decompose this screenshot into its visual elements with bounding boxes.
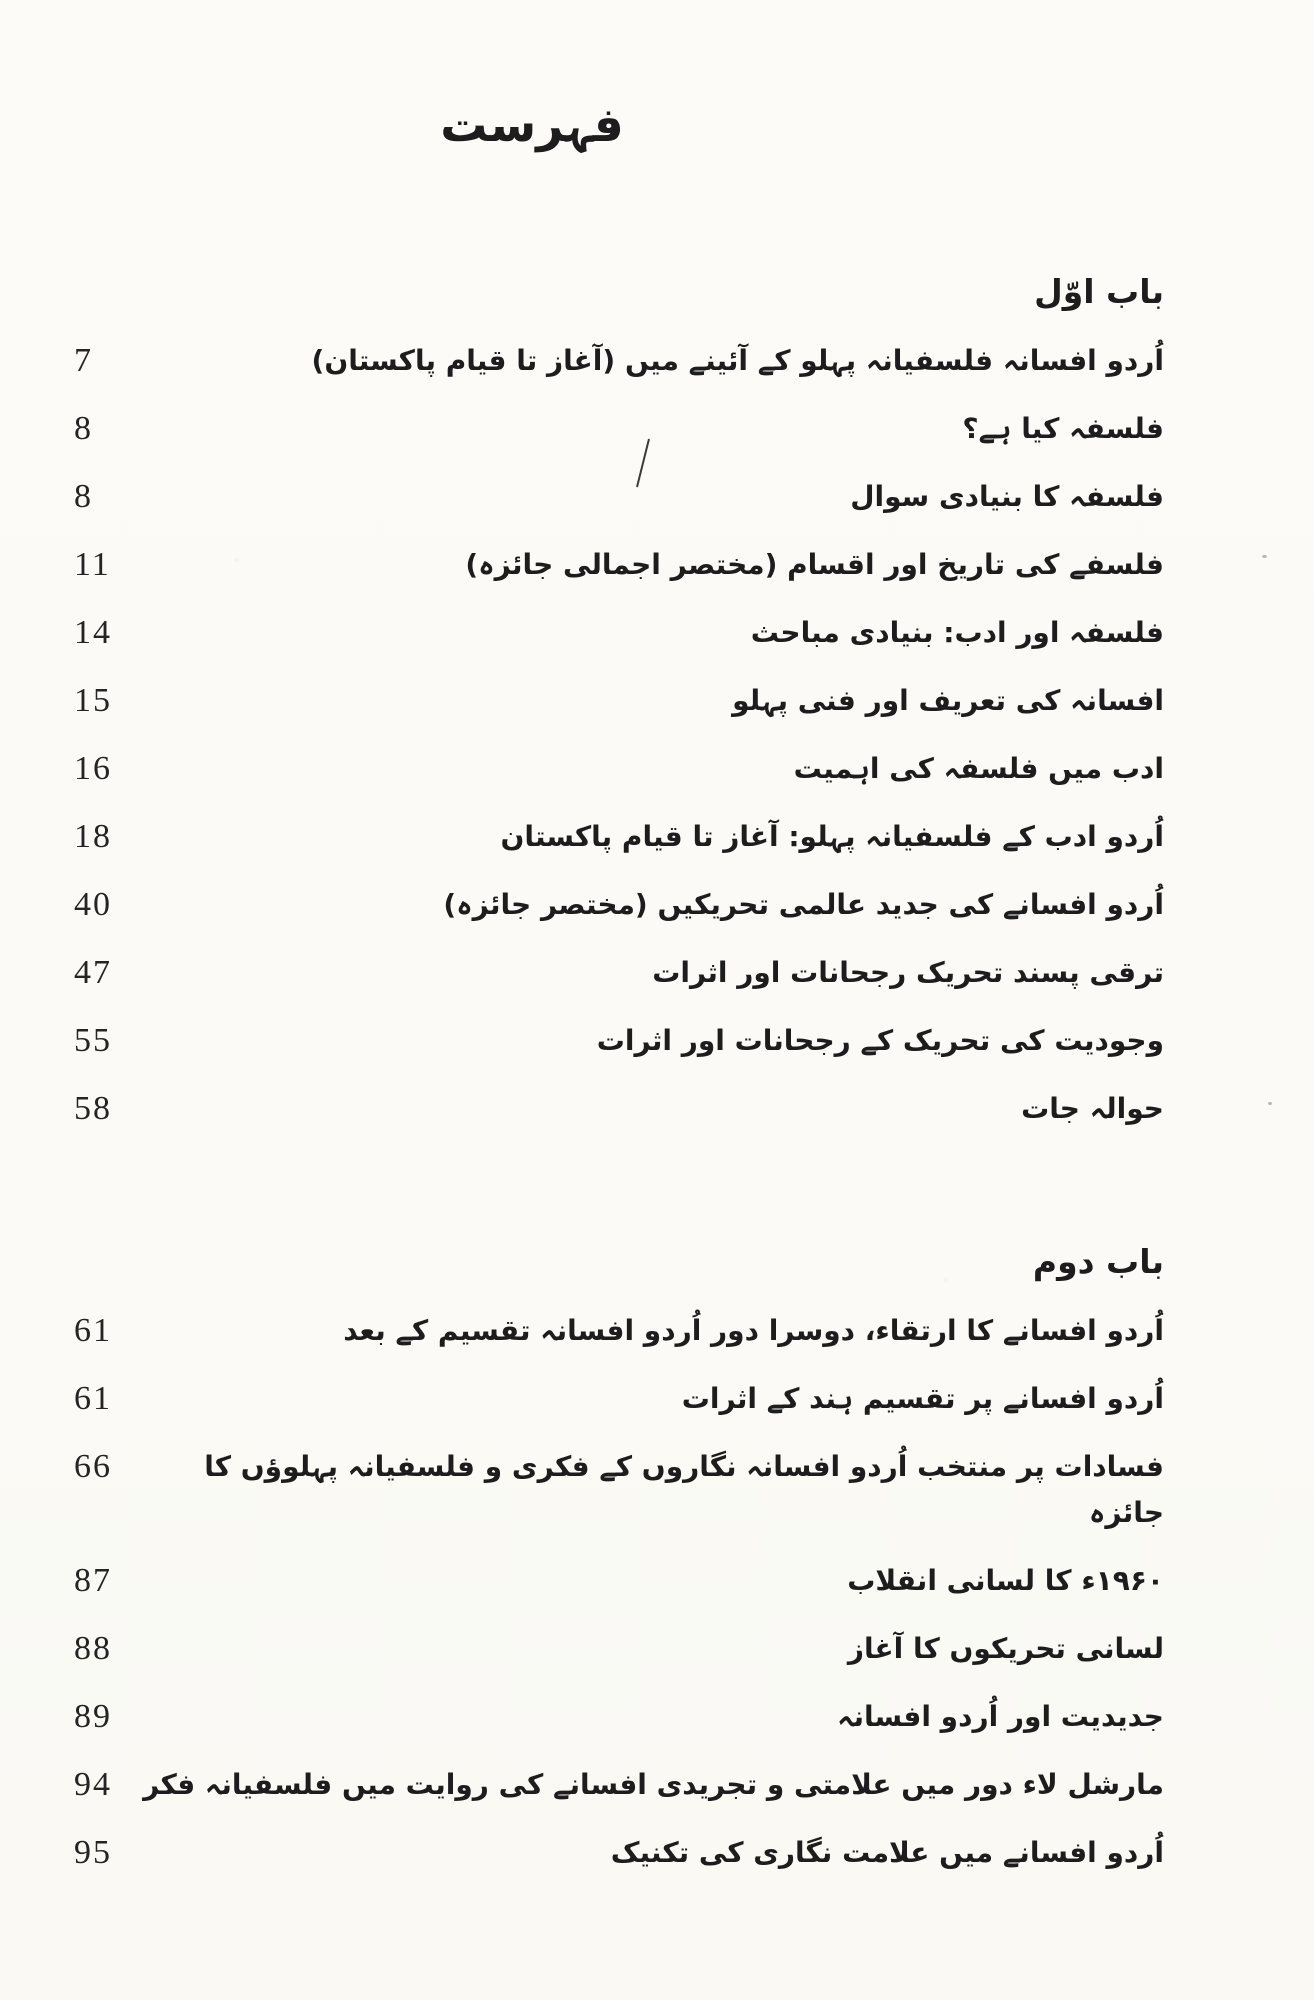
scan-speck: [1262, 555, 1267, 558]
toc-entry: [0, 474, 1314, 520]
chapter-1-entries: [0, 338, 1314, 1132]
entry-title: اُردو ادب کے فلسفیانہ پہلو: آغاز تا قیام پاکستان: [500, 820, 1164, 853]
chapter-2-heading: باب دوم: [1032, 1242, 1164, 1281]
toc-entry: [0, 1762, 1314, 1808]
toc-entry: [0, 678, 1314, 724]
page-number: 61: [74, 1380, 112, 1417]
entry-title: ۱۹۶۰ء کا لسانی انقلاب: [847, 1564, 1164, 1597]
entry-title: فلسفہ کیا ہے؟: [962, 412, 1164, 445]
toc-entry: [0, 542, 1314, 588]
page-number: 61: [74, 1312, 112, 1349]
page-number: 94: [74, 1766, 112, 1803]
toc-entry: [0, 610, 1314, 656]
toc-entry: [0, 406, 1314, 452]
entry-title: اُردو افسانہ فلسفیانہ پہلو کے آئینے میں (آغاز تا قیام پاکستان): [311, 344, 1164, 377]
scan-speck: [1268, 1102, 1272, 1105]
chapter-2-section: [0, 1240, 1314, 1876]
entry-title: فسادات پر منتخب اُردو افسانہ نگاروں کے فکری و فلسفیانہ پہلوؤں کا جائزہ: [204, 1450, 1164, 1529]
page-number: 66: [74, 1448, 112, 1485]
toc-entry: [0, 1444, 1314, 1536]
entry-title: مارشل لاء دور میں علامتی و تجریدی افسانے کی روایت میں فلسفیانہ فکر: [143, 1768, 1164, 1801]
page-number: 47: [74, 954, 112, 991]
toc-entry: [0, 1086, 1314, 1132]
page-number: 7: [74, 342, 93, 379]
page-number: 88: [74, 1630, 112, 1667]
page-number: 8: [74, 478, 93, 515]
chapter-2-entries: [0, 1308, 1314, 1876]
toc-entry: [0, 1626, 1314, 1672]
entry-title: اُردو افسانے پر تقسیم ہند کے اثرات: [681, 1382, 1164, 1415]
toc-entry: [0, 338, 1314, 384]
entry-title: ادب میں فلسفہ کی اہمیت: [793, 752, 1164, 785]
entry-title: فلسفہ اور ادب: بنیادی مباحث: [750, 616, 1164, 649]
page-number: 95: [74, 1834, 112, 1871]
entry-title: ترقی پسند تحریک رجحانات اور اثرات: [652, 956, 1164, 989]
page-number: 58: [74, 1090, 112, 1127]
page-number: 8: [74, 410, 93, 447]
page-title: فہرست: [440, 98, 624, 153]
page-number: 15: [74, 682, 112, 719]
entry-title: افسانہ کی تعریف اور فنی پہلو: [732, 684, 1164, 717]
entry-title: فلسفے کی تاریخ اور اقسام (مختصر اجمالی جائزہ): [465, 548, 1164, 581]
entry-title: فلسفہ کا بنیادی سوال: [850, 480, 1164, 513]
entry-title: اُردو افسانے کی جدید عالمی تحریکیں (مختصر جائزہ): [443, 888, 1164, 921]
entry-title: اُردو افسانے میں علامت نگاری کی تکنیک: [610, 1836, 1164, 1869]
toc-entry: [0, 1376, 1314, 1422]
toc-entry: [0, 1308, 1314, 1354]
entry-title: حوالہ جات: [1021, 1092, 1164, 1125]
page-number: 87: [74, 1562, 112, 1599]
toc-entry: [0, 1018, 1314, 1064]
page-number: 11: [74, 546, 111, 583]
page-number: 55: [74, 1022, 112, 1059]
entry-title: اُردو افسانے کا ارتقاء، دوسرا دور اُردو افسانہ تقسیم کے بعد: [343, 1314, 1164, 1347]
entry-title: جدیدیت اور اُردو افسانہ: [837, 1700, 1164, 1733]
toc-entry: [0, 950, 1314, 996]
page-number: 18: [74, 818, 112, 855]
page-number: 14: [74, 614, 112, 651]
toc-entry: [0, 882, 1314, 928]
page-number: 16: [74, 750, 112, 787]
toc-entry: [0, 1694, 1314, 1740]
entry-title: لسانی تحریکوں کا آغاز: [847, 1632, 1164, 1665]
page-number: 89: [74, 1698, 112, 1735]
toc-entry: [0, 814, 1314, 860]
chapter-1-heading: باب اوّل: [1034, 272, 1164, 311]
toc-entry: [0, 1558, 1314, 1604]
entry-title: وجودیت کی تحریک کے رجحانات اور اثرات: [596, 1024, 1164, 1057]
chapter-1-section: [0, 270, 1314, 1132]
page-number: 40: [74, 886, 112, 923]
toc-entry: [0, 746, 1314, 792]
toc-entry: [0, 1830, 1314, 1876]
